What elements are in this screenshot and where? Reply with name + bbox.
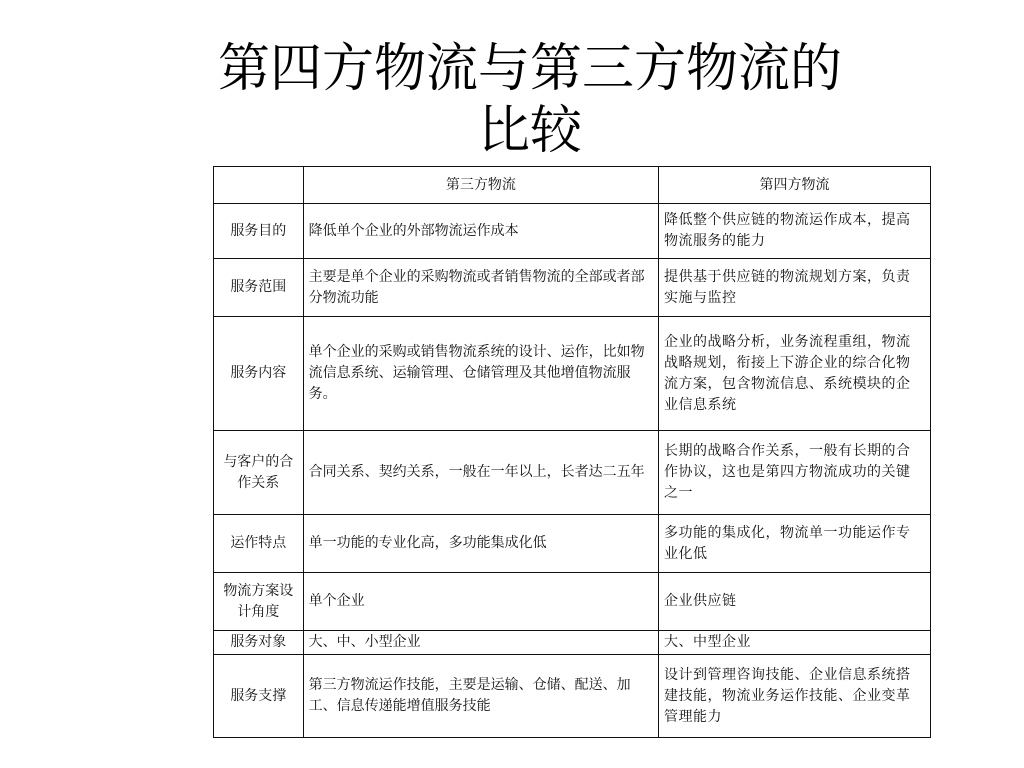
third-party-cell: 第三方物流运作技能，主要是运输、仓储、配送、加工、信息传递能增值服务技能 — [303, 655, 658, 738]
row-label: 服务范围 — [214, 259, 304, 317]
third-party-cell: 单个企业的采购或销售物流系统的设计、运作，比如物流信息系统、运输管理、仓储管理及其他增值物流服务。 — [303, 317, 658, 431]
page-title — [150, 38, 910, 162]
fourth-party-cell: 企业的战略分析，业务流程重组，物流战略规划，衔接上下游企业的综合化物流方案，包含物流信息、系统模块的企业信息系统 — [659, 317, 931, 431]
table-row — [214, 573, 931, 631]
fourth-party-cell: 企业供应链 — [659, 573, 931, 631]
row-label: 服务对象 — [214, 631, 304, 655]
table-row — [214, 317, 931, 431]
row-label: 服务目的 — [214, 204, 304, 259]
row-label: 服务支撑 — [214, 655, 304, 738]
table-row — [214, 431, 931, 515]
title-line-1: 第四方物流与第三方物流的 — [217, 39, 842, 99]
header-third-party: 第三方物流 — [303, 167, 658, 204]
third-party-cell: 降低单个企业的外部物流运作成本 — [303, 204, 658, 259]
fourth-party-cell: 降低整个供应链的物流运作成本，提高物流服务的能力 — [659, 204, 931, 259]
fourth-party-cell: 多功能的集成化，物流单一功能运作专业化低 — [659, 515, 931, 573]
third-party-cell: 单一功能的专业化高，多功能集成化低 — [303, 515, 658, 573]
fourth-party-cell: 大、中型企业 — [659, 631, 931, 655]
fourth-party-cell: 提供基于供应链的物流规划方案，负责实施与监控 — [659, 259, 931, 317]
table-row — [214, 259, 931, 317]
table-row — [214, 655, 931, 738]
third-party-cell: 单个企业 — [303, 573, 658, 631]
row-label: 物流方案设计角度 — [214, 573, 304, 631]
third-party-cell: 主要是单个企业的采购物流或者销售物流的全部或者部分物流功能 — [303, 259, 658, 317]
title-line-2: 比较 — [477, 101, 582, 161]
table-header-row — [214, 167, 931, 204]
table-row — [214, 631, 931, 655]
fourth-party-cell: 设计到管理咨询技能、企业信息系统搭建技能，物流业务运作技能、企业变革管理能力 — [659, 655, 931, 738]
third-party-cell: 合同关系、契约关系，一般在一年以上，长者达二五年 — [303, 431, 658, 515]
table-row — [214, 515, 931, 573]
table-row — [214, 204, 931, 259]
row-label: 服务内容 — [214, 317, 304, 431]
comparison-table — [213, 166, 931, 738]
third-party-cell: 大、中、小型企业 — [303, 631, 658, 655]
header-corner — [214, 167, 304, 204]
header-fourth-party: 第四方物流 — [659, 167, 931, 204]
row-label: 与客户的合作关系 — [214, 431, 304, 515]
fourth-party-cell: 长期的战略合作关系，一般有长期的合作协议，这也是第四方物流成功的关键之一 — [659, 431, 931, 515]
row-label: 运作特点 — [214, 515, 304, 573]
